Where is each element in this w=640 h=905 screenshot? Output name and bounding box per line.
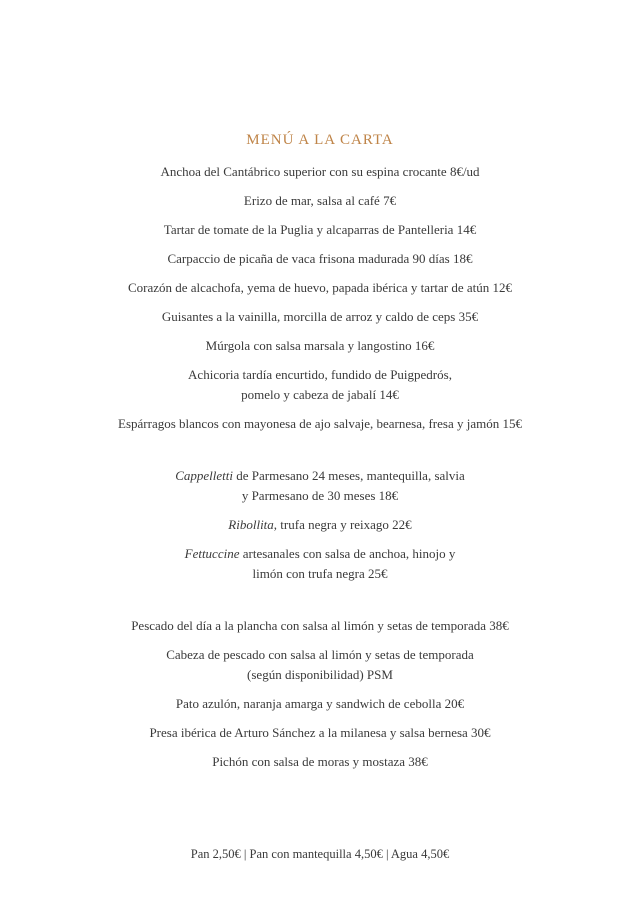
menu-item-line: Anchoa del Cantábrico superior con su espina crocante 8€/ud bbox=[160, 164, 480, 179]
menu-item bbox=[20, 191, 620, 211]
menu-item-line: Espárragos blancos con mayonesa de ajo salvaje, bearnesa, fresa y jamón 15€ bbox=[118, 416, 522, 431]
menu-item bbox=[20, 414, 620, 434]
menu-item-line: Cappelletti de Parmesano 24 meses, mantequilla, salvia bbox=[175, 468, 465, 483]
menu-item-line: Ribollita, trufa negra y reixago 22€ bbox=[228, 517, 412, 532]
menu-item bbox=[20, 249, 620, 269]
menu-item bbox=[20, 645, 620, 685]
menu-item-line: Múrgola con salsa marsala y langostino 16€ bbox=[205, 338, 435, 353]
menu-footer bbox=[0, 846, 640, 862]
menu-item bbox=[20, 515, 620, 535]
menu-item bbox=[20, 616, 620, 636]
menu-item bbox=[20, 220, 620, 240]
menu-item-line: Achicoria tardía encurtido, fundido de Puigpedrós, bbox=[188, 367, 452, 382]
menu-item bbox=[20, 723, 620, 743]
menu-item bbox=[20, 278, 620, 298]
menu-item-line: (según disponibilidad) PSM bbox=[247, 667, 393, 682]
menu-item-line: Presa ibérica de Arturo Sánchez a la milanesa y salsa bernesa 30€ bbox=[149, 725, 491, 740]
menu-item bbox=[20, 336, 620, 356]
menu-item bbox=[20, 365, 620, 405]
menu-item-line: Corazón de alcachofa, yema de huevo, papada ibérica y tartar de atún 12€ bbox=[127, 280, 513, 295]
menu-item-line: Carpaccio de picaña de vaca frisona madurada 90 días 18€ bbox=[167, 251, 473, 266]
menu-item-line: Guisantes a la vainilla, morcilla de arroz y caldo de ceps 35€ bbox=[161, 309, 479, 324]
footer-text: Pan 2,50€ | Pan con mantequilla 4,50€ | Agua 4,50€ bbox=[190, 847, 450, 861]
menu-item bbox=[20, 466, 620, 506]
menu-item-line: Pichón con salsa de moras y mostaza 38€ bbox=[212, 754, 428, 769]
menu-item-line: Pescado del día a la plancha con salsa al limón y setas de temporada 38€ bbox=[131, 618, 509, 633]
menu-item-line: y Parmesano de 30 meses 18€ bbox=[241, 488, 399, 503]
menu-item-line: Fettuccine artesanales con salsa de anchoa, hinojo y bbox=[184, 546, 456, 561]
menu-item bbox=[20, 544, 620, 584]
menu-item-line: Cabeza de pescado con salsa al limón y setas de temporada bbox=[166, 647, 474, 662]
menu-item-line: limón con trufa negra 25€ bbox=[252, 566, 388, 581]
dish-name-italic: Ribollita bbox=[228, 517, 274, 532]
menu-item bbox=[20, 694, 620, 714]
menu-item-line: Tartar de tomate de la Puglia y alcaparras de Pantelleria 14€ bbox=[163, 222, 477, 237]
menu-item-line: pomelo y cabeza de jabalí 14€ bbox=[241, 387, 399, 402]
menu-item bbox=[20, 162, 620, 182]
page-title: MENÚ A LA CARTA bbox=[246, 132, 394, 148]
menu-item-line: Pato azulón, naranja amarga y sandwich de cebolla 20€ bbox=[175, 696, 465, 711]
menu-section bbox=[0, 162, 640, 434]
menu-section bbox=[0, 466, 640, 584]
menu-item-line: Erizo de mar, salsa al café 7€ bbox=[243, 193, 397, 208]
dish-name-italic: Fettuccine bbox=[184, 546, 240, 561]
dish-name-italic: Cappelletti bbox=[175, 468, 233, 483]
menu-sections bbox=[0, 162, 640, 772]
menu-item bbox=[20, 752, 620, 772]
menu-section bbox=[0, 616, 640, 772]
menu-item bbox=[20, 307, 620, 327]
